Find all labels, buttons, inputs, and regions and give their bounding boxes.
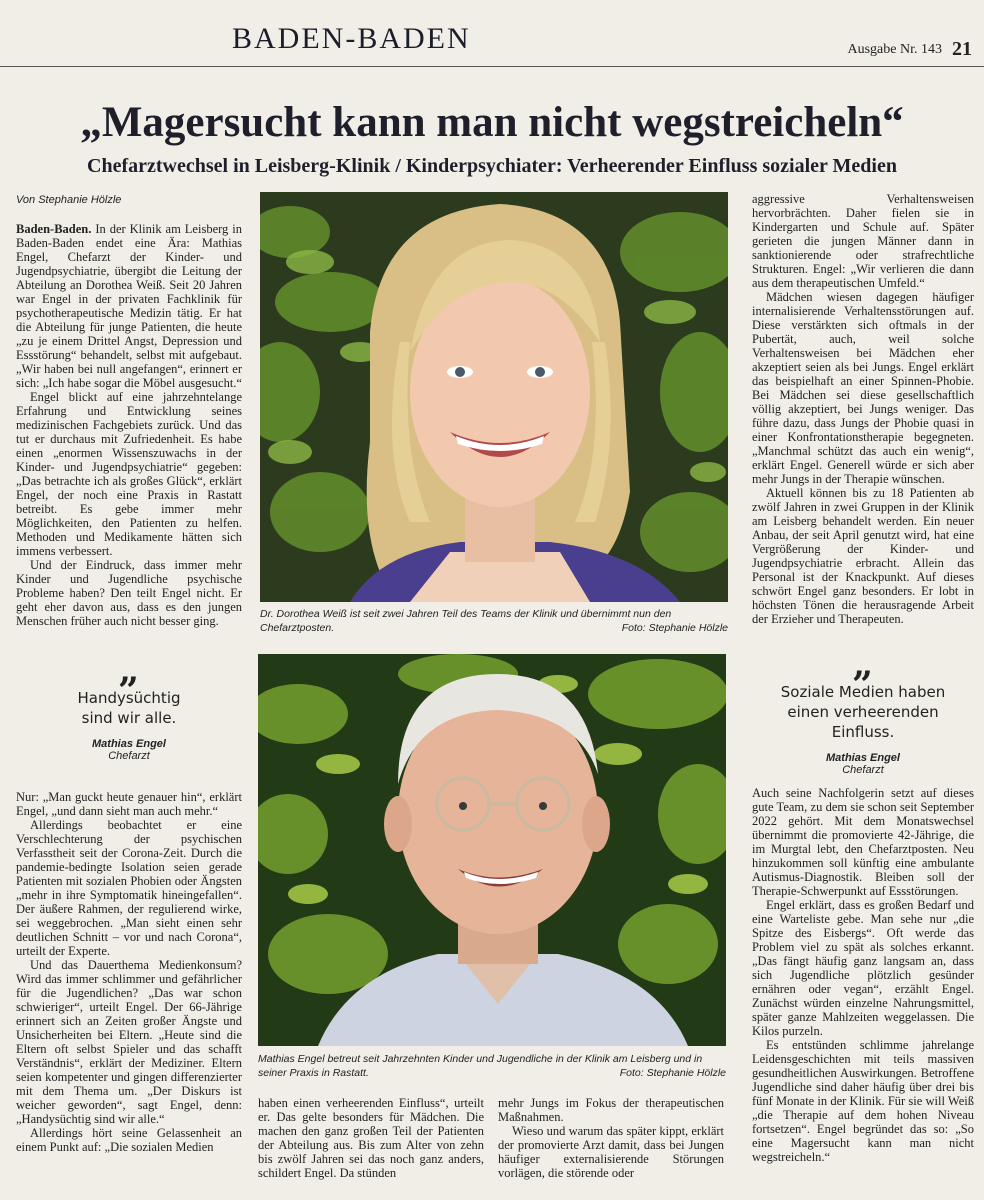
paragraph: Engel blickt auf eine jahrzehntelange Erfahrung und Entwicklung seines medizinischen Fachgebiets zurück. Und das tut er durchaus mit Zufriedenheit. Es habe einen „enormen Wissenszuwachs in der Kinder- und Jugendpsychiatrie“ gegeben: „Das betrachte ich als großes Glück“, erklärt Engel, der noch eine Praxis in Rastatt betreibt. Es gebe immer mehr Möglichkeiten, den Patienten zu helfen. Methoden und Medikamente hätten sich immens verbessert. xyxy=(16,390,242,558)
quote-author-role: Chefarzt xyxy=(108,750,150,762)
article-column-4-bottom xyxy=(752,786,974,1180)
header-rule xyxy=(0,66,984,67)
paragraph: Mädchen wiesen dagegen häufiger internalisierende Verhaltensstörungen auf. Diese verstärkten sich oftmals in der Pubertät, auch, weil solche Verhaltensweisen bei Mädchen eher akzeptiert seien als bei Jungs. Engel erklärt das beispielhaft an einer Spinnen-Phobie. Bei Mädchen sei diese gesellschaftlich völlig akzeptiert, bei Jungs weniger. Das führe dazu, dass Jungs der Phobie quasi in einer Konfrontationstherapie begegneten. „Manchmal schützt das auch ein wenig“, erklärt Engel. Generell würde er sich aber mehr Jungs in der Therapie wünschen. xyxy=(752,290,974,486)
paragraph: Wieso und warum das später kippt, erklärt der promovierte Arzt damit, dass bei Jungen häufiger externalisierende Störungen vorlägen, die störende oder xyxy=(498,1124,724,1180)
quote-text: Soziale Medien haben einen verheerenden Einfluss. xyxy=(780,683,946,741)
portrait-woman-image xyxy=(260,192,728,602)
quote-author: Mathias Engel xyxy=(92,738,166,750)
paragraph: Es entstünden schlimme jahrelange Leidensgeschichten mit teils massiven gesundheitlichen Auswirkungen. Betroffene Jugendliche sind daher häufig über drei bis fünf Monate in der Klinik. Für sie will Weiß „die Therapie auf dem hohen Niveau fortsetzen“. Engel begründet das so: „So eine Magersucht kann man nicht wegstreicheln.“ xyxy=(752,1038,974,1164)
quote-author: Mathias Engel xyxy=(826,752,900,764)
paragraph: Nur: „Man guckt heute genauer hin“, erklärt Engel, „und dann sieht man auch mehr.“ xyxy=(16,790,242,818)
article-column-1-bottom xyxy=(16,790,242,1178)
article-column-2-bottom xyxy=(258,1096,484,1180)
subheadline: Chefarztwechsel in Leisberg-Klinik / Kinderpsychiater: Verheerender Einfluss sozialer Medien xyxy=(87,155,897,177)
quote-text: Handysüchtig sind wir alle. xyxy=(77,689,181,727)
paragraph xyxy=(16,222,242,390)
portrait-man-image xyxy=(258,654,726,1046)
article-column-4-top xyxy=(752,192,974,640)
headline: „Magersucht kann man nicht wegstreicheln“ xyxy=(80,99,904,146)
photo-credit: Foto: Stephanie Hölzle xyxy=(619,1067,726,1079)
caption-text: Dr. Dorothea Weiß ist seit zwei Jahren Teil des Teams der Klinik und übernimmt nun den Chefarztposten. xyxy=(260,608,672,634)
article-column-3-bottom xyxy=(498,1096,724,1180)
paragraph: Allerdings hört seine Gelassenheit an einem Punkt auf: „Die sozialen Medien xyxy=(16,1126,242,1154)
dateline: Baden-Baden. xyxy=(16,222,92,236)
section-title: BADEN-BADEN xyxy=(232,22,471,55)
caption-text: Mathias Engel betreut seit Jahrzehnten Kinder und Jugendliche in der Klinik am Leisberg und in seiner Praxis in Rastatt. xyxy=(258,1053,703,1079)
paragraph-text: In der Klinik am Leisberg in Baden-Baden endet eine Ära: Mathias Engel, Chefarzt der Kinder- und Jugendpsychiatrie, übergibt die Leitung der Abteilung an Dorothea Weiß. Seit 20 Jahren war Engel in der privaten Fachklinik für psychotherapeutische Medizin tätig. Er hat die Abteilung für junge Patienten, die heute „zu je einem Drittel Angst, Depression und Essstörung“ behandelt, selbst mit aufgebaut. „Wir haben bei null angefangen“, erinnert er sich: „Ich habe sogar die Möbel ausgesucht.“ xyxy=(16,222,242,390)
paragraph: Allerdings beobachtet er eine Verschlechterung der psychischen Verfasstheit seit der Corona-Zeit. Durch die pandemie-bedingte Isolation seien gerade Patienten mit sozialen Phobien oder Ängsten „mehr in ihre Symptomatik hineingefallen“. Der äußere Rahmen, der regulierend wirke, sei weggebrochen. „Man sieht einen sehr deutlichen Schnitt – vor und nach Corona“, urteilt der Experte. xyxy=(16,818,242,958)
paragraph: Und der Eindruck, dass immer mehr Kinder und Jugendliche psychische Probleme haben? Den teilt Engel nicht. Er geht eher davon aus, dass es den jungen Menschen früher auch nicht besser ging. xyxy=(16,558,242,628)
article-column-1-top xyxy=(16,222,242,642)
quote-mark-icon: „ xyxy=(118,649,140,691)
paragraph: mehr Jungs im Fokus der therapeutischen Maßnahmen. xyxy=(498,1096,724,1124)
paragraph: haben einen verheerenden Einfluss“, urteilt er. Das gelte besonders für Mädchen. Die machen den ganz großen Teil der Patienten der Abteilung aus. Bis zum Alter von zehn bis zwölf Jahren sei das noch ganz anders, schildert Engel. Da stünden xyxy=(258,1096,484,1180)
paragraph: Aktuell können bis zu 18 Patienten ab zwölf Jahren in zwei Gruppen in der Klinik am Leisberg behandelt werden. Ein neuer Anbau, der seit April genutzt wird, hat eine Vergrößerung der Kinder- und Jugendpsychiatrie erbracht. Allein das Personal ist der Knackpunkt. Auf dieses schwört Engel ganz besonders. Er lobt in höchsten Tönen die herausragende Arbeit der Erzieher und Therapeuten. xyxy=(752,486,974,626)
pull-quote-1 xyxy=(16,649,242,762)
paragraph: aggressive Verhaltensweisen hervorbrächten. Daher fielen sie in Kindergarten und Schule auf. Später gerieten die jungen Männer dann in sanktionierende oder strafrechtliche Strukturen. Engel: „Wir verlieren die dann aus dem therapeutischen Umfeld.“ xyxy=(752,192,974,290)
paragraph: Engel erklärt, dass es großen Bedarf und eine Warteliste gebe. Man sehe nur „die Spitze des Eisbergs“. Oft werde das Problem viel zu spät als solches erkannt. „Das fängt häufig ganz langsam an, dass sich Jugendliche plötzlich gesünder ernähren oder vegan“, erzählt Engel. Zunächst würden einzelne Nahrungsmittel, später ganze Mahlzeiten weggelassen. Die Kilos purzeln. xyxy=(752,898,974,1038)
page-number: 21 xyxy=(952,38,972,60)
photo-mathias-engel xyxy=(258,654,726,1046)
photo-2-caption xyxy=(258,1052,726,1080)
photo-dorothea-weiss xyxy=(260,192,728,602)
paragraph: Auch seine Nachfolgerin setzt auf dieses gute Team, zu dem sie schon seit September 2022 gehört. Mit dem Monatswechsel übernimmt die promovierte 42-Jährige, die im Murgtal lebt, den Chefarztposten. Neu hinzukommen soll künftig eine ambulante Autismus-Diagnostik. Bleiben soll der Therapie-Schwerpunkt auf Essstörungen. xyxy=(752,786,974,898)
photo-credit: Foto: Stephanie Hölzle xyxy=(621,622,728,634)
paragraph: Und das Dauerthema Medienkonsum? Wird das immer schlimmer und gefährlicher für die Jugendlichen? „Das war schon schwieriger“, urteilt Engel. Der 66-Jährige erinnert sich an Zeiten großer Ängste und Unsicherheiten bei Eltern. „Heute sind die Eltern oft selbst Spieler und das schafft Verständnis“, erklärt der Mediziner. Eltern seien kompetenter und gingen differenzierter mit dem Thema um. „Der Diskurs ist weicher geworden“, sagt Engel, denn: „Handysüchtig sind wir alle.“ xyxy=(16,958,242,1126)
issue-number: Ausgabe Nr. 143 xyxy=(847,42,942,57)
quote-mark-icon: „ xyxy=(852,643,874,685)
photo-1-caption xyxy=(260,607,728,635)
byline: Von Stephanie Hölzle xyxy=(16,194,122,206)
pull-quote-2 xyxy=(752,643,974,776)
quote-author-role: Chefarzt xyxy=(842,764,884,776)
